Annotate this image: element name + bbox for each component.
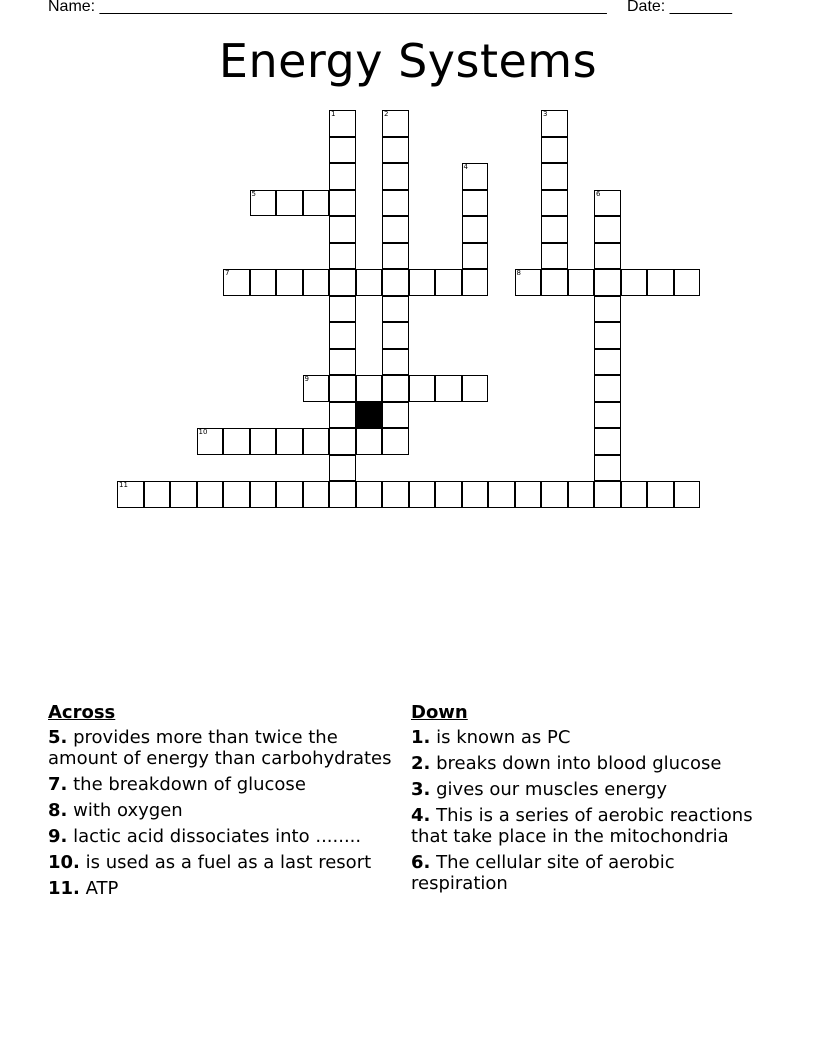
grid-cell[interactable] <box>303 428 330 455</box>
grid-cell[interactable] <box>382 402 409 429</box>
grid-cell[interactable] <box>382 349 409 376</box>
grid-cell[interactable] <box>329 190 356 217</box>
grid-cell[interactable] <box>382 216 409 243</box>
clue-number: 5 <box>251 189 256 198</box>
grid-cell[interactable] <box>568 269 595 296</box>
grid-cell[interactable] <box>329 481 356 508</box>
grid-cell[interactable] <box>303 375 330 402</box>
grid-cell[interactable] <box>382 163 409 190</box>
grid-cell[interactable] <box>462 481 489 508</box>
grid-cell[interactable] <box>515 269 542 296</box>
across-heading: Across <box>48 702 116 723</box>
grid-cell[interactable] <box>223 269 250 296</box>
grid-cell[interactable] <box>515 481 542 508</box>
grid-cell[interactable] <box>303 481 330 508</box>
grid-cell[interactable] <box>594 243 621 270</box>
grid-cell[interactable] <box>435 375 462 402</box>
grid-cell[interactable] <box>409 481 436 508</box>
name-label: Name: <box>48 0 96 15</box>
across-clue: 10. is used as a fuel as a last resort <box>48 852 372 873</box>
grid-cell[interactable] <box>382 137 409 164</box>
grid-cell[interactable] <box>250 269 277 296</box>
grid-cell[interactable] <box>197 481 224 508</box>
grid-cell[interactable] <box>329 216 356 243</box>
grid-cell[interactable] <box>329 296 356 323</box>
grid-cell[interactable] <box>329 137 356 164</box>
grid-cell[interactable] <box>621 481 648 508</box>
grid-cell[interactable] <box>594 216 621 243</box>
clue-number: 10 <box>198 428 208 436</box>
grid-cell[interactable] <box>382 296 409 323</box>
grid-cell[interactable] <box>382 428 409 455</box>
grid-cell[interactable] <box>382 110 409 137</box>
grid-cell[interactable] <box>356 375 383 402</box>
clue-number: 2 <box>384 110 389 118</box>
grid-cell[interactable] <box>541 163 568 190</box>
grid-cell[interactable] <box>382 190 409 217</box>
grid-cell[interactable] <box>594 402 621 429</box>
grid-cell[interactable] <box>594 428 621 455</box>
grid-cell[interactable] <box>276 269 303 296</box>
grid-cell[interactable] <box>223 481 250 508</box>
grid-cell[interactable] <box>329 375 356 402</box>
grid-cell[interactable] <box>674 269 701 296</box>
grid-cell[interactable] <box>329 428 356 455</box>
across-clue: 11. ATP <box>48 878 119 899</box>
grid-cell[interactable] <box>223 428 250 455</box>
grid-cell[interactable] <box>409 375 436 402</box>
grid-cell[interactable] <box>541 137 568 164</box>
clue-number: 7 <box>225 269 230 277</box>
down-clue: 4. This is a series of aerobic reactions that take place in the mitochondria <box>411 805 753 847</box>
down-heading: Down <box>411 702 468 723</box>
grid-cell[interactable] <box>594 322 621 349</box>
date-line: _______ <box>669 0 732 15</box>
grid-cell[interactable] <box>594 349 621 376</box>
grid-cell[interactable] <box>356 269 383 296</box>
grid-cell[interactable] <box>356 428 383 455</box>
page-title: Energy Systems <box>218 34 598 88</box>
grid-cell[interactable] <box>647 269 674 296</box>
grid-cell[interactable] <box>329 269 356 296</box>
grid-cell[interactable] <box>276 190 303 217</box>
grid-cell[interactable] <box>382 481 409 508</box>
grid-cell[interactable] <box>674 481 701 508</box>
grid-cell[interactable] <box>329 455 356 482</box>
grid-cell[interactable] <box>329 110 356 137</box>
grid-cell[interactable] <box>462 216 489 243</box>
grid-cell[interactable] <box>382 243 409 270</box>
clue-number: 6 <box>596 189 601 198</box>
grid-cell[interactable] <box>117 481 144 508</box>
grid-cell[interactable] <box>329 163 356 190</box>
grid-cell[interactable] <box>250 190 277 217</box>
grid-cell[interactable] <box>594 455 621 482</box>
grid-cell[interactable] <box>197 428 224 455</box>
grid-cell[interactable] <box>462 269 489 296</box>
across-clue: 5. provides more than twice the amount of energy than carbohydrates <box>48 727 392 769</box>
grid-cell[interactable] <box>409 269 436 296</box>
date-label: Date: <box>627 0 666 15</box>
grid-cell[interactable] <box>435 269 462 296</box>
grid-cell[interactable] <box>329 243 356 270</box>
grid-cell[interactable] <box>382 269 409 296</box>
grid-cell[interactable] <box>621 269 648 296</box>
grid-cell[interactable] <box>541 190 568 217</box>
grid-cell[interactable] <box>488 481 515 508</box>
grid-cell[interactable] <box>144 481 171 508</box>
clue-number: 8 <box>516 269 521 277</box>
grid-cell[interactable] <box>541 110 568 137</box>
grid-cell[interactable] <box>541 481 568 508</box>
clue-number: 9 <box>304 375 309 383</box>
down-clue: 2. breaks down into blood glucose <box>411 753 722 774</box>
grid-cell[interactable] <box>541 216 568 243</box>
clue-number: 4 <box>463 163 468 171</box>
grid-cell[interactable] <box>594 481 621 508</box>
grid-cell[interactable] <box>303 269 330 296</box>
grid-cell[interactable] <box>276 481 303 508</box>
grid-cell[interactable] <box>303 190 330 217</box>
grid-cell[interactable] <box>594 190 621 217</box>
grid-cell[interactable] <box>594 269 621 296</box>
grid-cell[interactable] <box>329 349 356 376</box>
grid-cell[interactable] <box>356 481 383 508</box>
grid-cell[interactable] <box>462 375 489 402</box>
grid-cell[interactable] <box>462 163 489 190</box>
grid-cell[interactable] <box>250 481 277 508</box>
down-clue: 1. is known as PC <box>411 727 571 748</box>
across-clue: 7. the breakdown of glucose <box>48 774 306 795</box>
black-square <box>356 402 383 429</box>
grid-cell[interactable] <box>250 428 277 455</box>
grid-cell[interactable] <box>462 190 489 217</box>
grid-cell[interactable] <box>647 481 674 508</box>
grid-cell[interactable] <box>462 243 489 270</box>
grid-cell[interactable] <box>170 481 197 508</box>
down-clue: 3. gives our muscles energy <box>411 779 668 800</box>
across-clue: 8. with oxygen <box>48 800 183 821</box>
grid-cell[interactable] <box>276 428 303 455</box>
grid-cell[interactable] <box>382 375 409 402</box>
across-clues <box>48 702 398 904</box>
grid-cell[interactable] <box>541 243 568 270</box>
clue-number: 3 <box>543 110 548 118</box>
grid-cell[interactable] <box>568 481 595 508</box>
grid-cell[interactable] <box>329 402 356 429</box>
grid-cell[interactable] <box>329 322 356 349</box>
name-line: _________________________________________________________ <box>99 0 607 15</box>
grid-cell[interactable] <box>594 375 621 402</box>
clue-number: 1 <box>331 110 336 118</box>
grid-cell[interactable] <box>594 296 621 323</box>
grid-cell[interactable] <box>382 322 409 349</box>
clue-number: 11 <box>119 481 128 489</box>
grid-cell[interactable] <box>541 269 568 296</box>
grid-cell[interactable] <box>435 481 462 508</box>
across-clue: 9. lactic acid dissociates into ........ <box>48 826 362 847</box>
down-clue: 6. The cellular site of aerobic respiration <box>411 852 675 894</box>
down-clues <box>411 702 756 899</box>
